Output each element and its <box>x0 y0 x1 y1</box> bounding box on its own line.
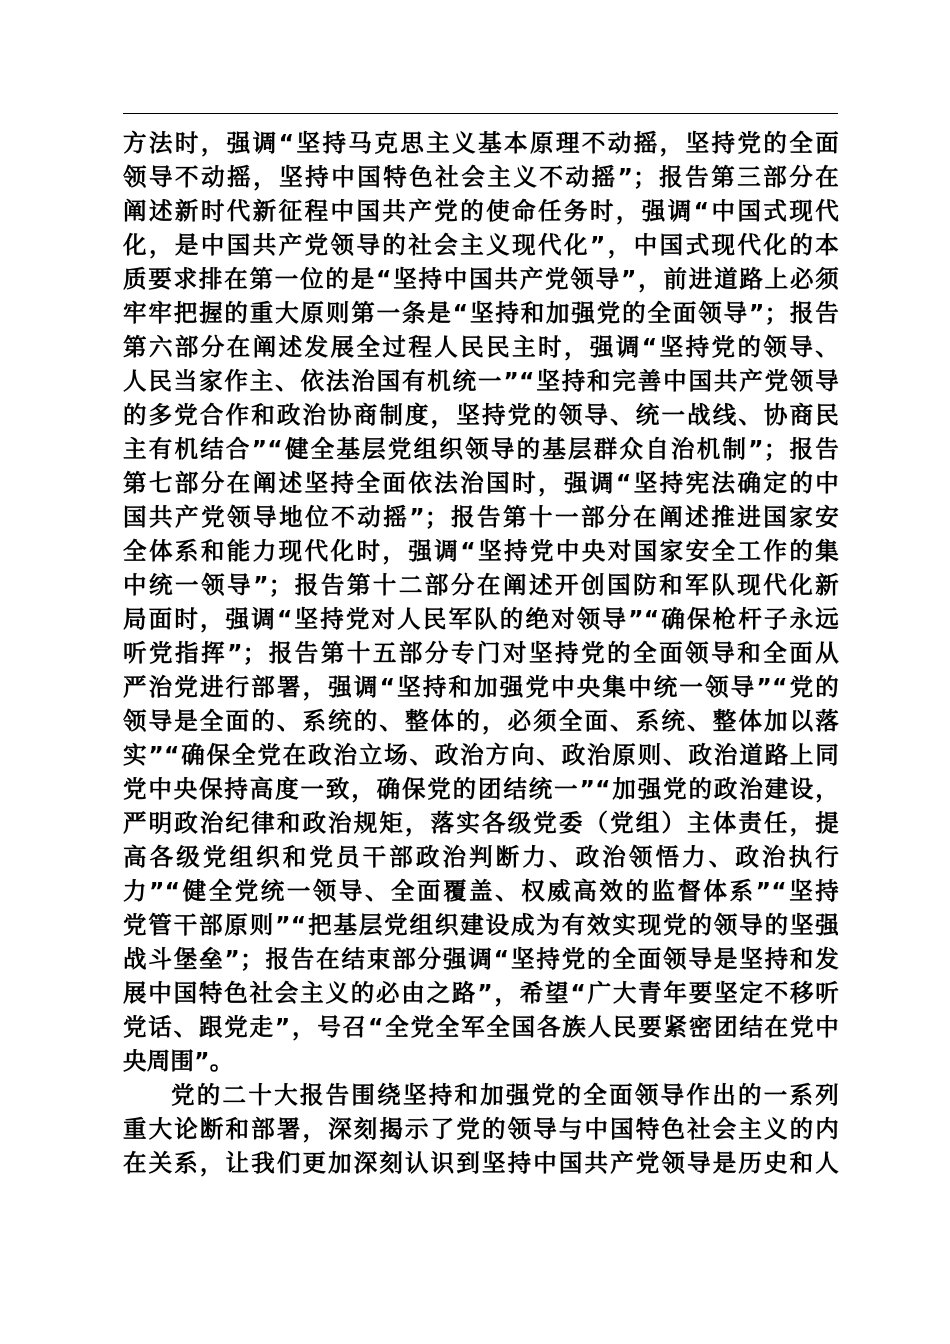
text-line: 力”“健全党统一领导、全面覆盖、权威高效的监督体系”“坚持 <box>123 877 839 905</box>
text-line: 主有机结合”“健全基层党组织领导的基层群众自治机制”；报告 <box>123 435 839 463</box>
text-line: 质要求排在第一位的是“坚持中国共产党领导”，前进道路上必须 <box>123 265 839 293</box>
text-line: 的多党合作和政治协商制度，坚持党的领导、统一战线、协商民 <box>123 401 839 429</box>
text-line: 第六部分在阐述发展全过程人民民主时，强调“坚持党的领导、 <box>123 333 839 361</box>
text-line: 领导不动摇，坚持中国特色社会主义不动摇”；报告第三部分在 <box>123 163 839 191</box>
text-line: 阐述新时代新征程中国共产党的使命任务时，强调“中国式现代 <box>123 197 839 225</box>
text-line: 国共产党领导地位不动摇”；报告第十一部分在阐述推进国家安 <box>123 503 839 531</box>
header-rule <box>123 113 838 114</box>
text-line: 严明政治纪律和政治规矩，落实各级党委（党组）主体责任，提 <box>123 809 839 837</box>
text-line: 化，是中国共产党领导的社会主义现代化”，中国式现代化的本 <box>123 231 839 259</box>
text-line: 第七部分在阐述坚持全面依法治国时，强调“坚持宪法确定的中 <box>123 469 839 497</box>
text-line: 听党指挥”；报告第十五部分专门对坚持党的全面领导和全面从 <box>123 639 839 667</box>
text-line: 战斗堡垒”；报告在结束部分强调“坚持党的全面领导是坚持和发 <box>123 945 839 973</box>
text-line: 央周围”。 <box>123 1047 234 1075</box>
text-line: 党管干部原则”“把基层党组织建设成为有效实现党的领导的坚强 <box>123 911 839 939</box>
paragraph-2 <box>123 1078 839 1180</box>
paragraph-1 <box>123 126 839 1078</box>
text-line: 党中央保持高度一致，确保党的团结统一”“加强党的政治建设， <box>123 775 839 803</box>
text-line: 展中国特色社会主义的必由之路”，希望“广大青年要坚定不移听 <box>123 979 839 1007</box>
text-line: 方法时，强调“坚持马克思主义基本原理不动摇，坚持党的全面 <box>123 129 839 157</box>
text-line: 严治党进行部署，强调“坚持和加强党中央集中统一领导”“党的 <box>123 673 839 701</box>
text-line: 局面时，强调“坚持党对人民军队的绝对领导”“确保枪杆子永远 <box>123 605 839 633</box>
text-line: 重大论断和部署，深刻揭示了党的领导与中国特色社会主义的内 <box>123 1115 839 1143</box>
text-line: 在关系，让我们更加深刻认识到坚持中国共产党领导是历史和人 <box>123 1149 839 1177</box>
text-line: 中统一领导”；报告第十二部分在阐述开创国防和军队现代化新 <box>123 571 839 599</box>
text-line: 领导是全面的、系统的、整体的，必须全面、系统、整体加以落 <box>123 707 839 735</box>
text-line: 高各级党组织和党员干部政治判断力、政治领悟力、政治执行 <box>123 843 839 871</box>
text-line: 党的二十大报告围绕坚持和加强党的全面领导作出的一系列 <box>171 1081 839 1109</box>
text-line: 实”“确保全党在政治立场、政治方向、政治原则、政治道路上同 <box>123 741 839 769</box>
text-line: 牢牢把握的重大原则第一条是“坚持和加强党的全面领导”；报告 <box>123 299 839 327</box>
text-line: 党话、跟党走”，号召“全党全军全国各族人民要紧密团结在党中 <box>123 1013 839 1041</box>
text-line: 全体系和能力现代化时，强调“坚持党中央对国家安全工作的集 <box>123 537 839 565</box>
text-line: 人民当家作主、依法治国有机统一”“坚持和完善中国共产党领导 <box>123 367 839 395</box>
document-body <box>123 126 839 1180</box>
